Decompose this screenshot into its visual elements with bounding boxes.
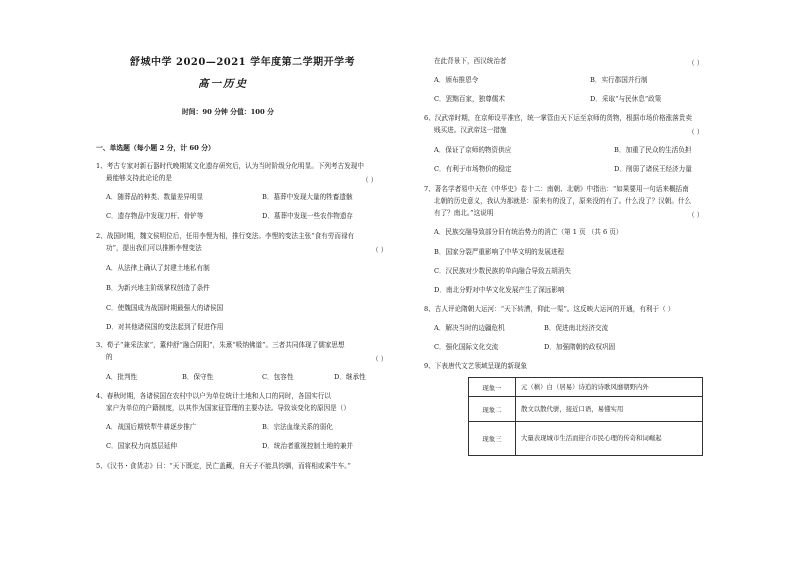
q6-option-a: A．保证了京师的物资供应 <box>434 146 512 154</box>
q6-stem-line2: 贱买进。汉武帝这一措施 <box>434 126 507 134</box>
q6-option-c: C．有利于市场物价的稳定 <box>434 165 512 173</box>
table-row <box>469 378 703 397</box>
row-label: 现象一 <box>469 378 516 397</box>
q8-option-a: A．解决当时的边疆危机 <box>434 324 505 332</box>
q8-option-d: D．加强隋朝的政权巩固 <box>544 343 616 351</box>
left-column <box>96 0 392 562</box>
q6-stem-line1: 6、汉武帝时期，在京师设平准官，统一掌管由天下运至京师的货物，根据市场价格涨落贵卖 <box>424 114 692 122</box>
q5-option-c: C．罢黜百家，独尊儒术 <box>434 95 505 103</box>
q4-option-a: A．战国后期铁犁牛耕逐步推广 <box>106 423 197 431</box>
q6-option-b: B．加重了民众的生活负担 <box>614 146 692 154</box>
row-value: 散文以散代骈，接近口语，易懂实用 <box>516 397 703 422</box>
table-row <box>469 397 703 422</box>
q7-stem-line1: 7、著名学者易中天在《中华史》卷十二：南朝、北朝》中指出：“如果要用一句话来概括南 <box>424 185 689 193</box>
q4-option-b: B．宗法血缘关系的弱化 <box>262 423 333 431</box>
q1-answer-paren: （ ） <box>362 176 378 184</box>
q3-stem-line2: 的 <box>106 353 113 361</box>
q2-option-b: B．为新兴地主阶级掌权创造了条件 <box>106 284 210 292</box>
q3-answer-paren: （ ） <box>372 355 388 363</box>
q3-option-b: B．保守性 <box>182 373 214 381</box>
q3-option-d: D．继承性 <box>334 373 366 381</box>
row-label: 现象三 <box>469 422 516 456</box>
q7-stem-line3: 有了？南北。”这说明 <box>434 209 494 217</box>
q4-stem-line2: 家户为单位的户籍制度，以其作为国家征管理的主要办法。导致该变化的原因是（） <box>106 404 350 412</box>
q5-stem-line1: 5、《汉书・食货志》曰：“天下既定，民亡盖藏，自天子不能具钧驷，而将相或乘牛车。” <box>96 462 351 470</box>
q7-option-b: B．国家分裂严重影响了中华文明的发展进程 <box>434 248 565 256</box>
section-heading: 一、单选题（每小题 2 分，计 60 分） <box>96 144 215 152</box>
q4-option-c: C．国家权力向基层延伸 <box>106 442 177 450</box>
q1-stem-line1: 1、考古专家对新石器时代晚期某文化遗存研究后，认为当时阶级分化明显。下列考古发现中 <box>96 162 364 170</box>
q3-stem-line1: 3、荀子“兼采法家”，董仲舒“融合阴阳”，朱熹“吸纳佛道”。三者共同体现了儒家思想 <box>96 341 345 349</box>
q1-option-d: D．墓葬中发现一些农作物遗存 <box>262 212 354 220</box>
q1-option-c: C．遗存物品中发现刀杆、骨铲等 <box>106 212 204 220</box>
q8-stem: 8、古人评论隋朝大运河：“天下转漕，仰此一渠”。这反映大运河的开通，有利于（ ） <box>424 305 675 313</box>
q5-option-b: B．实行郡国并行制 <box>590 76 648 84</box>
right-column <box>424 0 720 562</box>
q1-option-a: A．随葬品的种类、数量差异明显 <box>106 193 204 201</box>
q5-stem-line2: 在此背景下，西汉统治者 <box>434 57 507 65</box>
q4-option-d: D．统治者重视控制土地的兼并 <box>262 442 354 450</box>
q5-option-a: A．颁布推恩令 <box>434 76 479 84</box>
q2-option-a: A．从法律上确认了封建土地私有制 <box>106 264 210 272</box>
row-value: 元（稹）白（居易）诗追的诗歌风靡朝野内外 <box>516 378 703 397</box>
q2-stem-line1: 2、战国时期，魏文侯明位后，任用李悝为相，推行变法。李悝的变法主张“食有劳而禄有 <box>96 232 355 240</box>
subject-title: 高一历史 <box>198 78 248 90</box>
q1-option-b: B．墓葬中发现大量的牲畜遗骸 <box>262 193 353 201</box>
q3-option-a: A．批判性 <box>106 373 138 381</box>
q7-option-c: C．汉民族对少数民族的单向融合导致五胡消失 <box>434 267 571 275</box>
q3-option-c: C．包容性 <box>262 373 294 381</box>
q9-stem: 9、下表唐代文艺领域呈现的新现象 <box>424 362 528 370</box>
q7-option-d: D．南北分野对中华文化发展产生了深远影响 <box>434 286 565 294</box>
table-row <box>469 422 703 456</box>
q2-option-c: C．使魏国成为战国时期最强大的诸侯国 <box>106 304 224 312</box>
q2-answer-paren: （ ） <box>372 246 388 254</box>
row-label: 现象二 <box>469 397 516 422</box>
q5-option-d: D．采取“与民休息”政策 <box>590 95 662 103</box>
q7-stem-line2: 北朝的历史意义，我认为那就是：原来有的没了，原来没的有了。什么没了？汉朝。什么 <box>434 197 692 205</box>
q2-stem-line2: 功”，提出我们可以推断李悝变法 <box>106 244 202 252</box>
q6-answer-paren: （ ） <box>688 128 704 136</box>
exam-title: 舒城中学 2020—2021 学年度第二学期开学考 <box>130 57 356 68</box>
q6-option-d: D．削弱了诸侯王经济力量 <box>614 165 692 173</box>
q5-answer-paren: （ ） <box>688 59 704 67</box>
exam-meta: 时间：90 分钟 分值：100 分 <box>182 108 274 116</box>
q4-stem-line1: 4、春秋时期，各诸侯国在农村中以户为单位统计土地和人口的同时，各国实行以 <box>96 392 331 400</box>
phenomena-table <box>468 377 703 456</box>
q8-option-c: C．强化国际文化交流 <box>434 343 499 351</box>
q8-option-b: B．促进南北经济交流 <box>544 324 609 332</box>
q2-option-d: D．对其他诸侯国的变法起到了促进作用 <box>106 323 224 331</box>
q1-stem-line2: 最能够支持此论论的是 <box>106 174 172 182</box>
q7-answer-paren: （ ） <box>688 211 704 219</box>
q7-option-a: A．民族交融导致部分旧有统治势力的消亡（第 1 页 （共 6 页） <box>434 228 623 236</box>
row-value: 大量表现城市生活而迎合市民心理的传奇和词崛起 <box>516 422 703 456</box>
